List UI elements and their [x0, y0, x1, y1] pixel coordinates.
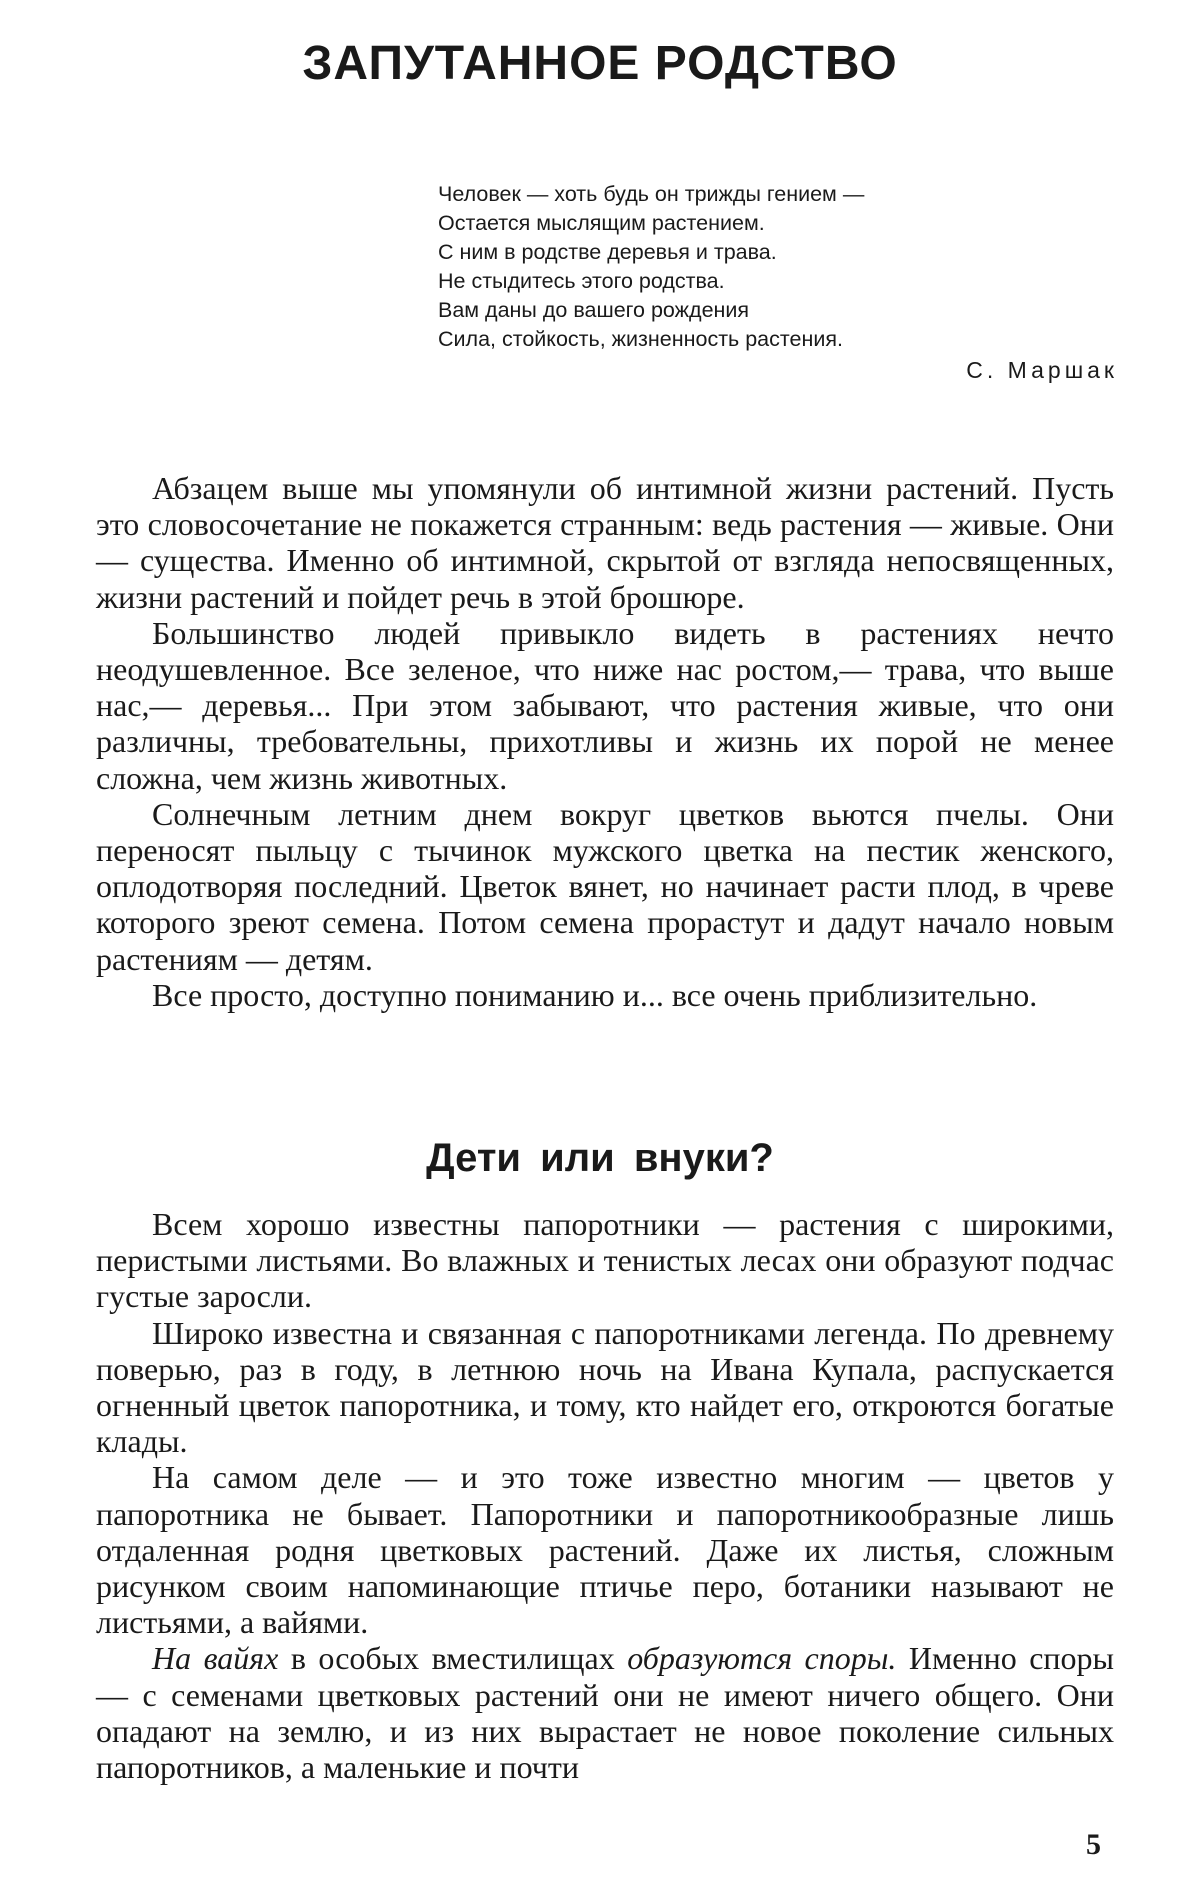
page-number: 5: [1086, 1828, 1101, 1861]
paragraph: Всем хорошо известны папоротники — растения с широкими, перистыми листьями. Во влажных и тенистых лесах они образуют подчас густые заросли.: [96, 1206, 1114, 1315]
paragraph: Солнечным летним днем вокруг цветков вьются пчелы. Они переносят пыльцу с тычинок мужского цветка на пестик женского, оплодотворяя последний. Цветок вянет, но начинает расти плод, в чреве которого зреют семена. Потом семена прорастут и дадут начало новым растениям — детям.: [96, 795, 1114, 977]
chapter-title: ЗАПУТАННОЕ РОДСТВО: [302, 37, 898, 90]
epigraph-line: С ним в родстве деревья и трава.: [438, 240, 777, 264]
paragraph-mixed: [96, 1640, 1114, 1785]
epigraph-line: Вам даны до вашего рождения: [438, 298, 750, 322]
epigraph-line: Остается мыслящим растением.: [438, 211, 765, 235]
intro-text: [96, 470, 1114, 1013]
epigraph: [438, 180, 1118, 385]
section-text: [96, 1206, 1114, 1785]
epigraph-author: С. Маршак: [966, 357, 1118, 383]
epigraph-line: Человек — хоть будь он трижды гением —: [438, 182, 865, 206]
italic-phrase: образуются споры.: [627, 1640, 897, 1677]
paragraph: Большинство людей привыкло видеть в растениях нечто неодушевленное. Все зеленое, что ниже нас ростом,— трава, что выше нас,— деревья... При этом забывают, что растения живые, что они различны, требовательны, прихотливы и жизнь их порой не менее сложна, чем жизнь животных.: [96, 614, 1114, 796]
paragraph: Широко известна и связанная с папоротниками легенда. По древнему поверью, раз в году, в летнюю ночь на Ивана Купала, распускается огненный цветок папоротника, и тому, кто найдет его, откроются богатые клады.: [96, 1314, 1114, 1460]
italic-phrase: На вайях: [152, 1640, 279, 1677]
paragraph: Абзацем выше мы упомянули об интимной жизни растений. Пусть это словосочетание не покажется странным: ведь растения — живые. Они — существа. Именно об интимной, скрытой от взгляда непосвященных, жизни растений и пойдет речь в этой брошюре.: [96, 470, 1114, 615]
epigraph-line: Не стыдитесь этого родства.: [438, 269, 725, 293]
text-run: в особых вместилищах: [278, 1640, 628, 1677]
text-run: Именно споры — с семенами цветковых растений они не имеют ничего общего. Они опадают на землю, и из них вырастает не новое поколение сильных папоротников, а маленькие и почти: [96, 1640, 1115, 1786]
paragraph: Все просто, доступно пониманию и... все очень приблизительно.: [152, 976, 1038, 1013]
epigraph-line: Сила, стойкость, жизненность растения.: [438, 327, 843, 351]
paragraph: На самом деле — и это тоже известно многим — цветов у папоротника не бывает. Папоротники и папоротникообразные лишь отдаленная родня цветковых растений. Даже их листья, сложным рисунком своим напоминающие птичье перо, ботаники называют не листьями, а вайями.: [96, 1459, 1114, 1641]
section-title: Дети или внуки?: [426, 1136, 774, 1180]
